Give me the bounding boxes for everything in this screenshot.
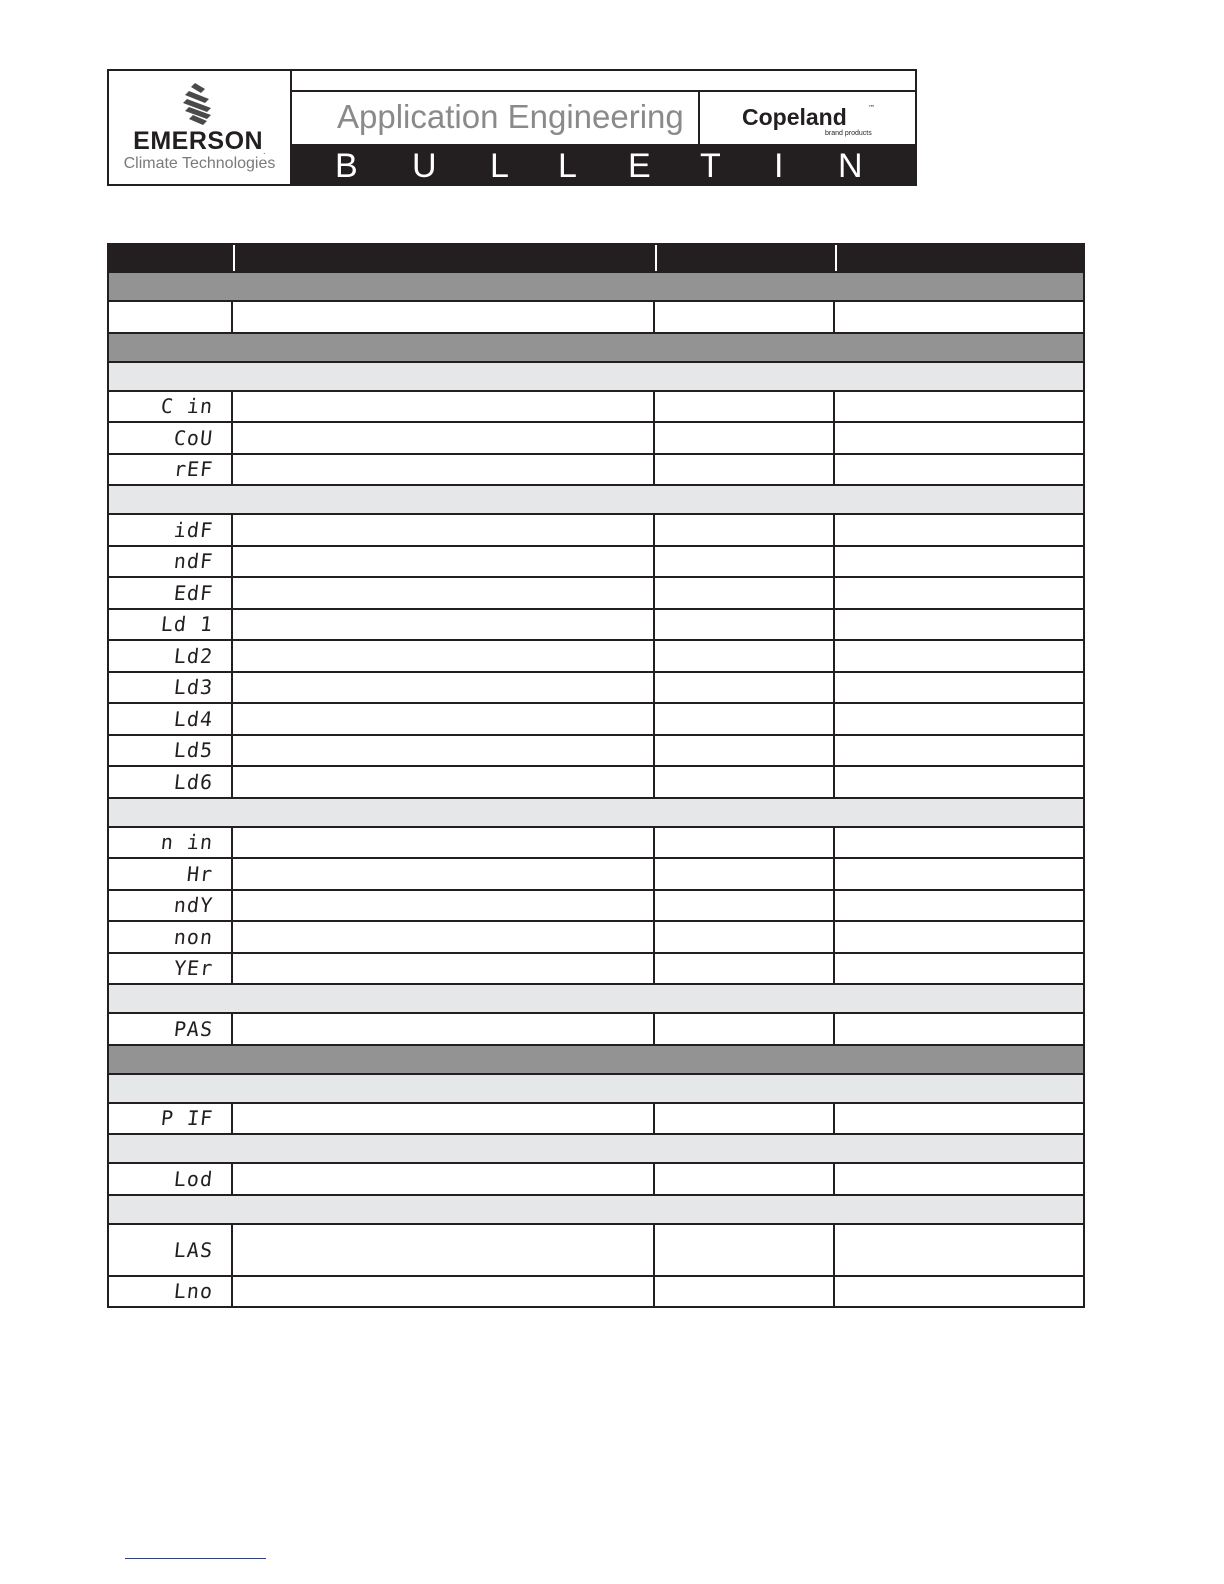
parameter-code: LAS (172, 1237, 215, 1262)
range-cell (655, 767, 835, 797)
description-cell (233, 515, 655, 545)
range-cell (655, 954, 835, 984)
copeland-wordmark: Copeland (742, 104, 847, 130)
bulletin-letter: B (335, 147, 358, 185)
default-cell (835, 455, 1083, 485)
default-cell (835, 392, 1083, 422)
parameter-code: ndY (172, 893, 215, 918)
range-cell (655, 704, 835, 734)
code-cell (109, 767, 233, 797)
description-cell (233, 828, 655, 858)
parameter-code: PAS (172, 1016, 215, 1041)
description-cell (233, 641, 655, 671)
default-cell (835, 1164, 1083, 1194)
description-cell (233, 922, 655, 952)
table-row (107, 954, 1085, 986)
description-cell (233, 859, 655, 889)
parameter-code: rEF (172, 457, 215, 482)
default-cell (835, 922, 1083, 952)
code-cell (109, 859, 233, 889)
description-cell (233, 302, 655, 332)
table-row (107, 455, 1085, 487)
table-row (107, 610, 1085, 642)
table-row (107, 704, 1085, 736)
range-cell (655, 392, 835, 422)
code-cell (109, 891, 233, 921)
copeland-trademark: ™ (868, 104, 875, 112)
bulletin-letter: U (412, 147, 437, 185)
code-cell (109, 736, 233, 766)
code-cell (109, 392, 233, 422)
parameter-code: Ld4 (172, 706, 215, 731)
table-row (107, 1225, 1085, 1277)
range-cell (655, 547, 835, 577)
code-cell (109, 302, 233, 332)
table-row (107, 1277, 1085, 1309)
parameter-code: Ld 1 (159, 612, 215, 637)
bulletin-letter: N (838, 147, 863, 185)
bulletin-bar (290, 144, 915, 184)
parameter-table (107, 243, 1085, 1308)
range-cell (655, 1164, 835, 1194)
parameter-code: EdF (172, 580, 215, 605)
description-cell (233, 423, 655, 453)
subsection-row (107, 486, 1085, 515)
range-cell (655, 610, 835, 640)
default-cell (835, 767, 1083, 797)
code-cell (109, 1014, 233, 1044)
default-cell (835, 641, 1083, 671)
parameter-code: Hr (185, 861, 215, 886)
default-cell (835, 1014, 1083, 1044)
table-row (107, 922, 1085, 954)
table-row (107, 859, 1085, 891)
parameter-code: Lod (172, 1166, 215, 1191)
description-cell (233, 704, 655, 734)
table-row (107, 1164, 1085, 1196)
code-cell (109, 673, 233, 703)
table-row (107, 891, 1085, 923)
parameter-code: Ld3 (172, 675, 215, 700)
subsection-row (107, 1196, 1085, 1225)
default-cell (835, 423, 1083, 453)
description-cell (233, 891, 655, 921)
section-row (107, 334, 1085, 363)
footer-link-underline[interactable] (125, 1558, 266, 1559)
code-cell (109, 515, 233, 545)
table-row (107, 1014, 1085, 1046)
table-row (107, 641, 1085, 673)
range-cell (655, 423, 835, 453)
default-cell (835, 954, 1083, 984)
header-divider (233, 245, 235, 271)
range-cell (655, 455, 835, 485)
subsection-row (107, 799, 1085, 828)
range-cell (655, 1277, 835, 1307)
default-cell (835, 673, 1083, 703)
table-header-row (107, 243, 1085, 273)
parameter-code: ndF (172, 549, 215, 574)
default-cell (835, 302, 1083, 332)
range-cell (655, 859, 835, 889)
section-row (107, 1046, 1085, 1075)
application-engineering-title: Application Engineering (337, 98, 684, 135)
range-cell (655, 302, 835, 332)
description-cell (233, 455, 655, 485)
description-cell (233, 1104, 655, 1134)
header-divider (835, 245, 837, 271)
default-cell (835, 515, 1083, 545)
default-cell (835, 547, 1083, 577)
parameter-code: P IF (159, 1106, 215, 1131)
code-cell (109, 641, 233, 671)
range-cell (655, 828, 835, 858)
table-row (107, 828, 1085, 860)
description-cell (233, 392, 655, 422)
climate-technologies-text: Climate Technologies (123, 155, 276, 172)
table-row (107, 767, 1085, 799)
bulletin-letter: L (558, 147, 577, 185)
bulletin-letter: E (628, 147, 651, 185)
table-row (107, 515, 1085, 547)
code-cell (109, 610, 233, 640)
description-cell (233, 1014, 655, 1044)
code-cell (109, 1225, 233, 1275)
code-cell (109, 1104, 233, 1134)
emerson-wordmark: EMERSON. (133, 127, 266, 156)
range-cell (655, 515, 835, 545)
subsection-row (107, 985, 1085, 1014)
emerson-mark-icon (181, 83, 215, 127)
table-row (107, 673, 1085, 705)
description-cell (233, 1225, 655, 1275)
range-cell (655, 1014, 835, 1044)
table-row (107, 392, 1085, 424)
parameter-code: n in (159, 830, 215, 855)
description-cell (233, 610, 655, 640)
default-cell (835, 1104, 1083, 1134)
bulletin-letter: L (490, 147, 509, 185)
table-row (107, 578, 1085, 610)
parameter-code: Ld5 (172, 738, 215, 763)
description-cell (233, 1277, 655, 1307)
default-cell (835, 828, 1083, 858)
parameter-code: C in (159, 394, 215, 419)
parameter-code: CoU (172, 425, 215, 450)
description-cell (233, 547, 655, 577)
default-cell (835, 859, 1083, 889)
parameter-code: non (172, 924, 215, 949)
emerson-logo (109, 71, 292, 184)
description-cell (233, 767, 655, 797)
range-cell (655, 1104, 835, 1134)
bulletin-letter: T (700, 147, 721, 185)
default-cell (835, 610, 1083, 640)
range-cell (655, 1225, 835, 1275)
code-cell (109, 455, 233, 485)
table-row (107, 302, 1085, 334)
table-row (107, 423, 1085, 455)
bulletin-letter: I (774, 147, 784, 185)
table-row (107, 547, 1085, 579)
range-cell (655, 922, 835, 952)
section-row (107, 273, 1085, 302)
code-cell (109, 704, 233, 734)
range-cell (655, 891, 835, 921)
code-cell (109, 828, 233, 858)
code-cell (109, 1164, 233, 1194)
subsection-row (107, 363, 1085, 392)
table-row (107, 1104, 1085, 1136)
header-divider (655, 245, 657, 271)
description-cell (233, 954, 655, 984)
subsection-row (107, 1135, 1085, 1164)
parameter-code: YEr (172, 956, 215, 981)
code-cell (109, 423, 233, 453)
description-cell (233, 673, 655, 703)
parameter-code: Ld6 (172, 769, 215, 794)
default-cell (835, 704, 1083, 734)
default-cell (835, 891, 1083, 921)
code-cell (109, 954, 233, 984)
default-cell (835, 578, 1083, 608)
code-cell (109, 1277, 233, 1307)
description-cell (233, 736, 655, 766)
description-cell (233, 578, 655, 608)
description-cell (233, 1164, 655, 1194)
table-row (107, 736, 1085, 768)
subsection-row (107, 1075, 1085, 1104)
range-cell (655, 673, 835, 703)
default-cell (835, 736, 1083, 766)
range-cell (655, 736, 835, 766)
banner-top-strip (290, 71, 915, 92)
bulletin-banner (107, 69, 917, 186)
default-cell (835, 1277, 1083, 1307)
code-cell (109, 578, 233, 608)
application-engineering-cell (292, 92, 700, 144)
range-cell (655, 641, 835, 671)
code-cell (109, 547, 233, 577)
copeland-logo (700, 92, 915, 144)
default-cell (835, 1225, 1083, 1275)
parameter-code: Ld2 (172, 643, 215, 668)
parameter-code: Lno (172, 1279, 215, 1304)
parameter-code: idF (172, 517, 215, 542)
range-cell (655, 578, 835, 608)
copeland-subtext: brand products (825, 130, 872, 137)
code-cell (109, 922, 233, 952)
